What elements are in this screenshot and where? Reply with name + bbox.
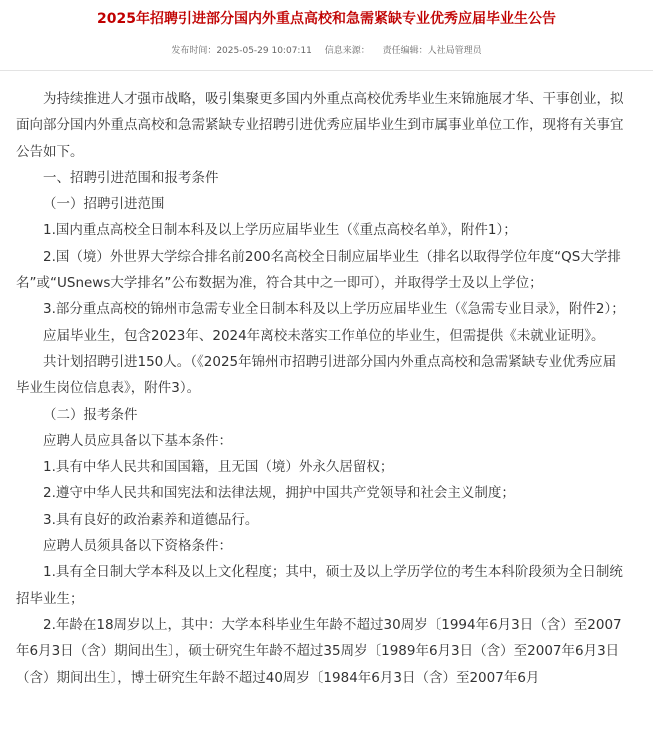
intro-paragraph: 为持续推进人才强市战略，吸引集聚更多国内外重点高校优秀毕业生来锦施展才华、干事创业，拟面向部分国内外重点高校和急需紧缺专业招聘引进优秀应届毕业生到市属事业单位工作，现将有关事宜公告如下。 [16, 91, 624, 160]
scope-item-1: 1.国内重点高校全日制本科及以上学历应届毕业生（《重点高校名单》，附件1）； [43, 222, 517, 239]
qualification-intro: 应聘人员须具备以下资格条件： [43, 538, 232, 555]
scope-item-3: 3.部分重点高校的锦州市急需专业全日制本科及以上学历应届毕业生（《急需专业目录》，附件2）； [43, 301, 625, 318]
section-heading-1: 一、招聘引进范围和报考条件 [43, 169, 219, 186]
subsection-heading-scope: （一）招聘引进范围 [43, 196, 165, 213]
qualification-1: 1.具有全日制大学本科及以上文化程度；其中，硕士及以上学历学位的考生本科阶段须为全日制统招毕业生； [16, 564, 623, 607]
subsection-heading-conditions: （二）报考条件 [43, 406, 138, 423]
recruitment-total: 共计划招聘引进150人。（《2025年锦州市招聘引进部分国内外重点高校和急需紧缺专业优秀应届毕业生岗位信息表》，附件3）。 [16, 353, 617, 397]
responsible-editor: 责任编辑：人社局管理员 [382, 46, 482, 56]
publish-time: 发布时间：2025-05-29 10:07:11 [171, 46, 312, 56]
basic-condition-3: 3.具有良好的政治素养和道德品行。 [43, 511, 259, 528]
basic-conditions-intro: 应聘人员应具备以下基本条件： [43, 432, 232, 449]
basic-condition-2: 2.遵守中华人民共和国宪法和法律法规，拥护中国共产党领导和社会主义制度； [43, 485, 515, 502]
graduate-definition: 应届毕业生，包含2023年、2024年离校未落实工作单位的毕业生，但需提供《未就业证明》。 [43, 327, 605, 344]
article-meta [0, 43, 653, 56]
scope-item-2: 2.国（境）外世界大学综合排名前200名高校全日制应届毕业生（排名以取得学位年度“QS大学排名”或“USnews大学排名”公布数据为准，符合其中之一即可），并取得学士及以上学位； [16, 248, 621, 292]
qualification-2: 2.年龄在18周岁以上，其中：大学本科毕业生年龄不超过30周岁〔1994年6月3日（含）至2007年6月3日（含）期间出生〕，硕士研究生年龄不超过35周岁〔1989年6月3日（含）至2007年6月3日（含）期间出生〕，博士研究生年龄不超过40周岁〔1984年6月3日（含）至2007年6月 [16, 616, 622, 686]
info-source: 信息来源： [324, 46, 370, 56]
title-divider [0, 70, 653, 71]
article-title: 2025年招聘引进部分国内外重点高校和急需紧缺专业优秀应届毕业生公告 [97, 11, 556, 27]
article-body [16, 86, 629, 691]
basic-condition-1: 1.具有中华人民共和国国籍，且无国（境）外永久居留权； [43, 459, 394, 476]
